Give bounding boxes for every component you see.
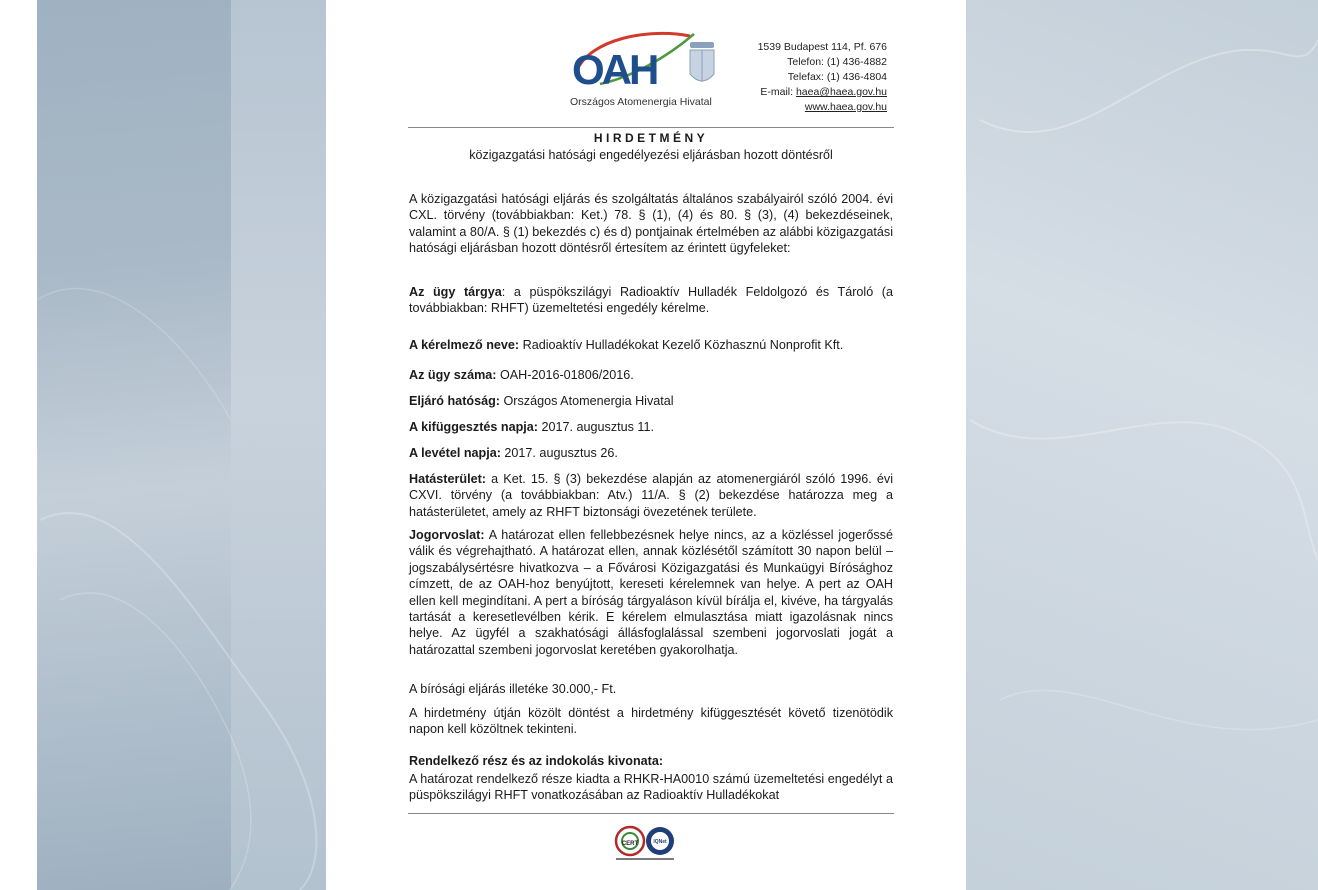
cert-text: CERT [621, 841, 639, 847]
posting-value: 2017. augusztus 11. [538, 420, 654, 434]
removal-label: A levétel napja: [409, 446, 501, 460]
posting-date-line [409, 419, 893, 435]
area-label: Hatásterület: [409, 472, 486, 486]
oah-logo [570, 28, 730, 118]
area-value: a Ket. 15. § (3) bekezdése alapján az atomenergiáról szóló 1996. évi CXVI. törvény (a továbbiakban: Atv.) 11/A. § (2) bekezdése határozza meg a hatásterületet, amely az RHFT biztonsági övezetének területe. [409, 472, 893, 519]
removal-date-line [409, 445, 893, 461]
iqnet-text: IQNet [653, 839, 667, 845]
authority-line [409, 393, 893, 409]
iqnet-logo-icon [646, 827, 674, 855]
background-left-margin [0, 0, 37, 890]
intro-paragraph: A közigazgatási hatósági eljárás és szolgáltatás általános szabályairól szóló 2004. évi CXL. törvény (továbbiakban: Ket.) 78. § (1), (4) és 80. § (3), (4) bekezdéseinek, valamint a 80/A. § (1) bekezdés c) és d) pontjainak értelmében az alábbi közigazgatási hatósági eljárásban hozott döntésről értesítem az érintett ügyfeleket: [409, 192, 893, 256]
case-label: Az ügy száma: [409, 368, 497, 382]
operative-paragraph: A határozat rendelkező része kiadta a RHKR-HA0010 számú üzemeltetési engedélyt a püspökszilágyi RHFT vonatkozásában az Radioaktív Hulladékokat [409, 772, 893, 803]
document-page [326, 0, 966, 890]
authority-label: Eljáró hatóság: [409, 394, 500, 408]
oah-logo-mark-icon [570, 28, 730, 94]
website-link[interactable]: www.haea.gov.hu [804, 101, 887, 113]
cert-logo-icon [616, 827, 644, 855]
applicant-value: Radioaktív Hulladékokat Kezelő Közhasznú Nonprofit Kft. [519, 338, 844, 352]
fax: Telefax: (1) 436-4804 [787, 71, 887, 83]
certification-logos [614, 822, 678, 864]
subject-label: Az ügy tárgya [409, 285, 502, 299]
impact-area-paragraph [409, 471, 893, 520]
case-value: OAH-2016-01806/2016. [496, 368, 634, 382]
logo-caption: Országos Atomenergia Hivatal [570, 96, 712, 108]
removal-value: 2017. augusztus 26. [500, 446, 618, 460]
contact-block [746, 40, 887, 115]
page-subtitle: közigazgatási hatósági engedélyezési eljárásban hozott döntésről [469, 148, 833, 162]
background-right-panel [966, 0, 1318, 890]
court-fee-line: A bírósági eljárás illetéke 30.000,- Ft. [409, 682, 617, 696]
delivery-note-paragraph: A hirdetmény útján közölt döntést a hirdetmény kifüggesztését követő tizenötödik napon kell közöltnek tekinteni. [409, 706, 893, 737]
footer-divider [408, 813, 894, 814]
subject-paragraph [409, 284, 893, 317]
remedy-value: A határozat ellen fellebbezésnek helye nincs, az a közléssel jogerőssé válik és végrehajtható. A határozat ellen, annak közlésétől számított 30 napon belül – jogszabálysértésre hivatkozva – a Fővárosi Közigazgatási és Munkaügyi Bírósághoz címzett, de az OAH-hoz benyújtott, kereseti kérelemnek van helye. A pert az OAH ellen kell megindítani. A pert a bíróság tárgyaláson kívül bírálja el, kivéve, ha tárgyalás tartását a keresetlevélben kérik. E kérelem elmulasztása miatt igazolásnak nincs helye. Az ügyfél a szakhatósági állásfoglalással szembeni jogorvoslati jogát a határozattal szembeni jogorvoslat keretében gyakorolhatja. [409, 528, 893, 657]
email-link[interactable]: haea@haea.gov.hu [795, 86, 887, 98]
background-middle-panel [231, 0, 326, 890]
authority-value: Országos Atomenergia Hivatal [499, 394, 674, 408]
applicant-label: A kérelmező neve: [409, 338, 520, 352]
legal-remedy-paragraph [409, 527, 893, 658]
operative-heading: Rendelkező rész és az indokolás kivonata: [409, 754, 664, 768]
remedy-label: Jogorvoslat: [409, 528, 485, 542]
subject-value: : a püspökszilágyi Radioaktív Hulladék Feldolgozó és Tároló (a továbbiakban: RHFT) üzemeltetési engedély kérelme. [409, 285, 893, 316]
email-label: E-mail: [760, 86, 794, 98]
svg-text:OAH: OAH [572, 46, 657, 93]
email-line [746, 85, 887, 100]
page-title: HIRDETMÉNY [593, 131, 709, 145]
applicant-line [409, 337, 893, 353]
case-number-line [409, 367, 893, 383]
background-left-panel [37, 0, 231, 890]
address: 1539 Budapest 114, Pf. 676 [757, 41, 887, 53]
phone: Telefon: (1) 436-4882 [787, 56, 887, 68]
header-divider [408, 127, 894, 128]
posting-label: A kifüggesztés napja: [409, 420, 538, 434]
